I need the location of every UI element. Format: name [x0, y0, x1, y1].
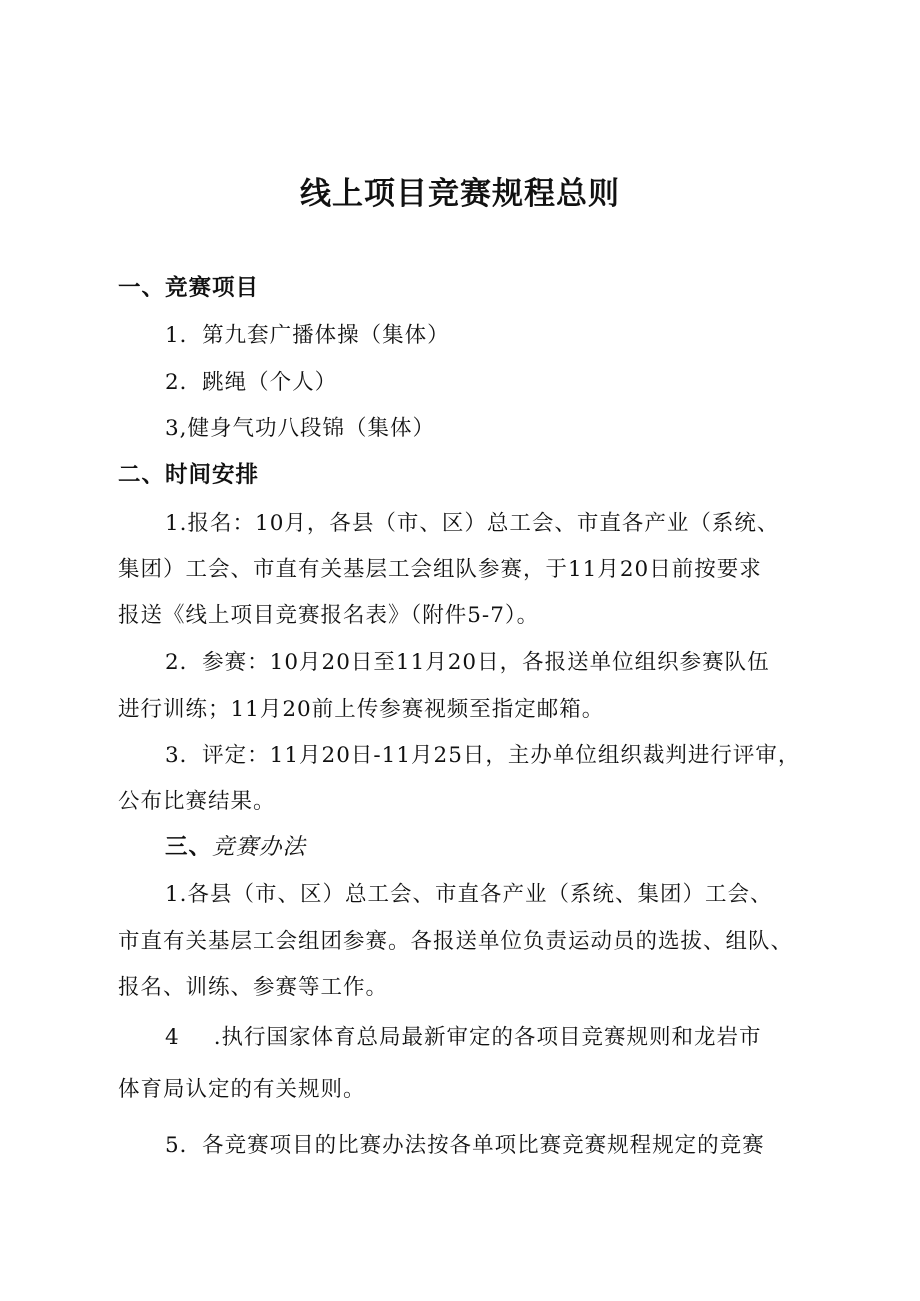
section-3-line-6: 5．各竞赛项目的比赛办法按各单项比赛竞赛规程规定的竞赛 — [165, 1133, 765, 1158]
section-3-line-4 — [165, 1020, 762, 1051]
section-3-heading-prefix: 三、 — [165, 834, 213, 860]
section-2-line-6: 3．评定：11月20日-11月25日，主办单位组织裁判进行评审， — [165, 743, 801, 768]
section-3-heading-text: 竞赛办法 — [212, 834, 307, 860]
section-3-heading — [165, 829, 306, 861]
section-3-line-1: 1.各县（市、区）总工会、市直各产业（系统、集团）工会、 — [165, 882, 773, 907]
section-3-line-2: 市直有关基层工会组团参赛。各报送单位负责运动员的选拔、组队、 — [118, 929, 794, 954]
section-3-item-text: .执行国家体育总局最新审定的各项目竞赛规则和龙岩市 — [213, 1025, 762, 1050]
section-1-item-2: 2．跳绳（个人） — [165, 370, 338, 395]
section-1-item-3: 3,健身气功八段锦（集体） — [165, 416, 436, 441]
document-title: 线上项目竞赛规程总则 — [300, 176, 620, 212]
section-2-line-5: 进行训练；11月20前上传参赛视频至指定邮箱。 — [118, 697, 605, 722]
section-2-heading: 二、时间安排 — [118, 462, 260, 488]
section-2-line-3: 报送《线上项目竞赛报名表》（附件5-7）。 — [118, 603, 540, 628]
section-3-item-number: 4 — [165, 1025, 180, 1050]
section-2-line-2: 集团）工会、市直有关基层工会组队参赛，于11月20日前按要求 — [118, 557, 762, 582]
section-1-item-1: 1．第九套广播体操（集体） — [165, 323, 450, 348]
section-2-line-7: 公布比赛结果。 — [118, 789, 276, 814]
section-3-line-3: 报名、训练、参赛等工作。 — [118, 975, 389, 1000]
section-3-line-5: 体育局认定的有关规则。 — [118, 1077, 366, 1102]
section-2-line-1: 1.报名：10月，各县（市、区）总工会、市直各产业（系统、 — [165, 511, 780, 536]
section-2-line-4: 2．参赛：10月20日至11月20日，各报送单位组织参赛队伍 — [165, 650, 770, 675]
section-1-heading: 一、竞赛项目 — [118, 275, 260, 301]
